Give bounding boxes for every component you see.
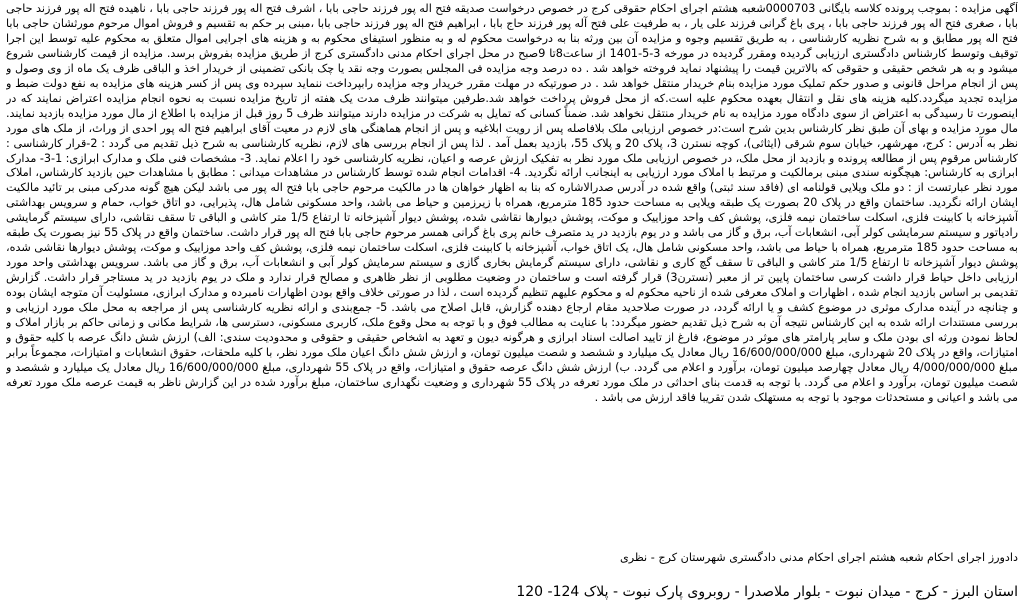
notice-body: آگهی مزایده : بموجب پرونده کلاسه بایگانی 0000703شعبه هشتم اجرای احکام حقوقی کرج در خصوص درخواست صدیقه فتح اله پور فرزند حاجی بابا ، اشرف فتح اله پور فرزند حاجی بابا ، ناهیده فتح اله پور فرزند حاجی بابا ، صغری فتح اله پور فرزند حاجی بابا ، پری باغ گرانی فرزند علی یار ، به طرفیت علی فتح آله پور فرزند حاج بابا ، ابراهیم فتح اله پور فرزند حاجی بابا ،مبنی بر حکم به تقسیم و فروش اموال مرحوم مورثشان حاجی بابا فتح اله پور مطابق و به شرح نظریه کارشناسی ، به طریق تقسیم وجوه و مزایده آن بین ورثه بنا به درخواست محکوم له و به منظور استیفای محکوم به و هزینه های اجرایی اموال متعلق به محکوم علیه توسط این اجرا توقیف وتوسط کارشناس دادگستری ارزیابی گردیده ومقرر گردیده در مورخه 3-5-1401 از ساعت8تا 9صبح در محل اجرای احکام مدنی دادگستری کرج از طریق مزایده بفروش برسد. مزایده از قیمت کارشناسی شروع میشود و به هر شخص حقیقی و حقوقی که بالاترین قیمت را پیشنهاد نماید فروخته خواهد شد . ده درصد وجه مزایده فی المجلس بصورت وجه نقد یا چک بانکی تضمینی از خریدار اخذ و الباقی ظرف یک ماه از وی وصول و پس از انجام مراحل قانونی و صدور حکم تملیک مورد مزایده بنام خریدار منتقل خواهد شد . در صورتیکه در مهلت مقرر خریدار وجه مزایده رابپرداخت ننماید سپرده وی پس از کسر هزینه های مزایده به نفع دولت ضبط و مزایده تجدید میگردد.کلیه هزینه های نقل و انتقال بعهده محکوم علیه است.که از محل فروش پرداخت خواهد شد.طرفین میتوانند ظرف مدت یک هفته از تاریخ مزایده نسبت به نحوه انجام مزایده اعتراض نمایند که در اینصورت تا رسیدگی به اعتراض از سوی دادگاه مورد مزایده به نام خریدار منتقل نخواهد شد. ضمناً کسانی که تمایل به شرکت در مزایده دارند میتوانند ظرف 5 روز قبل از مزایده با اطلاع از مال مورد مزایده بازدید نمایند. مال مورد مزایده و بهای آن طبق نظر کارشناس بدین شرح است:در خصوص ارزیابی ملک بلافاصله پس از رویت ابلاغیه و پس از انجام هماهنگی های لازم در معیت آقای ابراهیم فتح اله پور احدی از وراث، از ملک های مورد نظر به آدرس : کرج، مهرشهر، خیابان سوم شرقی (ایثاثی)، کوچه نسترن 3، پلاک 20 و پلاک 55، بازدید بعمل آمد . لذا پس از انجام بررسی های لازم، نظریه کارشناسی به شرح ذیل تقدیم می گردد : 2-قرار کارشناسی : کارشناس مرقوم پس از مطالعه پرونده و بازدید از محل ملک، در خصوص ارزیابی ملک مورد نظر به تفکیک ارزش عرصه و اعیان، نظریه کارشناسی خود را اعلام نماید. 3- مشخصات فنی ملک و مدارک ابرازی: 1-3- مدارک ابرازی به کارشناس: هیچگونه سندی مبنی برمالکیت و مرتبط با املاک مورد ارزیابی به اینجانب ارائه نگردید. 4- اقدامات انجام شده توسط کارشناس در مشاهدات میدانی : مطابق با مشاهدات حین بازدید کارشناس، املاک مورد نظر عبارتست از : دو ملک ویلایی قولنامه ای (فاقد سند ثبتی) واقع شده در آدرس صدرالاشاره که بنا به اظهار خواهان ها در مالکیت مرحوم حاجی بابا فتح اله پور می باشد لیکن هیچ گونه مدرکی مبنی بر تائید مالکیت ایشان ارائه نگردید. ساختمان واقع در پلاک 20 بصورت یک طبقه ویلایی به مساحت حدود 185 مترمربع، همراه با زیرزمین و حیاط می باشد، واحد مسکونی شامل هال، پذیرایی، دو اتاق خواب، حمام و سرویس بهداشتی آشپزخانه با کابینت فلزی، اسکلت ساختمان نیمه فلزی، پوشش کف واحد موزاییک و موکت، پوشش دیوارها نقاشی شده، پوشش دیوار آشپزخانه تا ارتفاع 1/5 متر کاشی و الباقی تا سقف نقاشی، دارای سیستم گرمایشی رادیاتور و سیستم سرمایشی کولر آبی، انشعابات آب، برق و گاز می باشد و در یوم بازدید در ید متصرف خانم پری باغ گرانی همسر مرحوم حاجی بابا فتح اله پور قرار داشت. ساختمان واقع در پلاک 55 نیز بصورت یک طبقه به مساحت حدود 185 مترمربع، همراه با حیاط می باشد، واحد مسکونی شامل هال، یک اتاق خواب، آشپزخانه با کابینت فلزی، اسکلت ساختمان نیمه فلزی، پوشش کف واحد موزاییک و موکت، پوشش دیوارها نقاشی شده، پوشش دیوار آشپزخانه تا ارتفاع 1/5 متر کاشی و الباقی تا سقف گچ کاری و نقاشی، دارای سیستم گرمایش بخاری گازی و سیستم سرمایش کولر آبی و انشعابات آب، برق و گاز می باشد. سرویس بهداشتی واحد مورد ارزیابی داخل حیاط قرار داشت کرسی ساختمان پایین تر از معبر (نسترن3) قرار گرفته است و ساختمان در وضعیت مطلوبی از نظر ظاهری و مصالح قرار ندارد و ملک در یوم بازدید در ید مستاجر قرار داشت. گزارش تقدیمی بر اساس بازدید انجام شده ، اظهارات و املاک معرفی شده از ناحیه محکوم له و محکوم علیهم تنظیم گردیده است ، لذا در صورتی خلاف واقع بودن اظهارات نامبرده و مدارک ابرازی، مسئولیت آن متوجه ایشان بوده و چنانچه در آینده مدارک موثری در موضوع کشف و یا ارائه گردد، در صورت صلاحدید مقام ارجاع دهنده گزارش، قابل اصلاح می باشد. 5- جمع‌بندی و ارائه نظریه کارشناسی پس از مراجعه به محل ملک مورد ارزیابی و بررسی مستندات ارائه شده به این کارشناس نتیجه آن به شرح ذیل تقدیم حضور میگردد: با عنایت به مطالب فوق و با توجه به محل وقوع ملک، کاربری مسکونی، دسترسی ها، شرایط مکانی و زمانی حاکم بر بازار املاک و لحاظ نمودن ورثه ای بودن ملک و سایر پارامتر های موثر در موضوع، فارغ از تایید اصالت اسناد ابرازی و هرگونه دیون و تعهد به اشخاص حقیقی و حقوقی و محدودیت سندی: الف) ارزش شش دانگ عرصه با کلیه حقوق و امتیازات، واقع در پلاک 20 شهرداری، مبلغ 16/600/000/000 ریال معادل یک میلیارد و ششصد و شصت میلیون تومان، و ارزش شش دانگ اعیان ملک مورد نظر، با کلیه ملحقات، حقوق انشعابات و امتیازات، مجموعاً برابر مبلغ 4/000/000/000 ریال معادل چهارصد میلیون تومان، برآورد و اعلام می گردد. ب) ارزش شش دانگ عرصه حقوق و امتیازات، واقع در پلاک 55 شهرداری، مبلغ 16/600/000/000 ریال معادل یک میلیارد و ششصد و شصت میلیون تومان، برآورد و اعلام می گردد. با توجه به قدمت بنای احداثی در ملک مورد تعرفه در پلاک 55 شهرداری و وضعیت نگهداری ساختمان، مبلغ برآورد شده در این گزارش ناظر به قیمت عرصه ملک مورد تعرفه می باشد و اعیانی و مستحدثات موجود با توجه به مستهلک شدن تقریبا فاقد ارزش می باشد . — [6, 2, 1018, 404]
office-address: استان البرز - کرج - میدان نبوت - بلوار ملاصدرا - روبروی پارک نبوت - پلاک 124- 120 — [516, 584, 1018, 600]
notice-signature: دادورز اجرای احکام شعبه هشتم اجرای احکام مدنی دادگستری شهرستان کرج - نظری — [619, 551, 1018, 564]
auction-notice — [6, 2, 1018, 606]
